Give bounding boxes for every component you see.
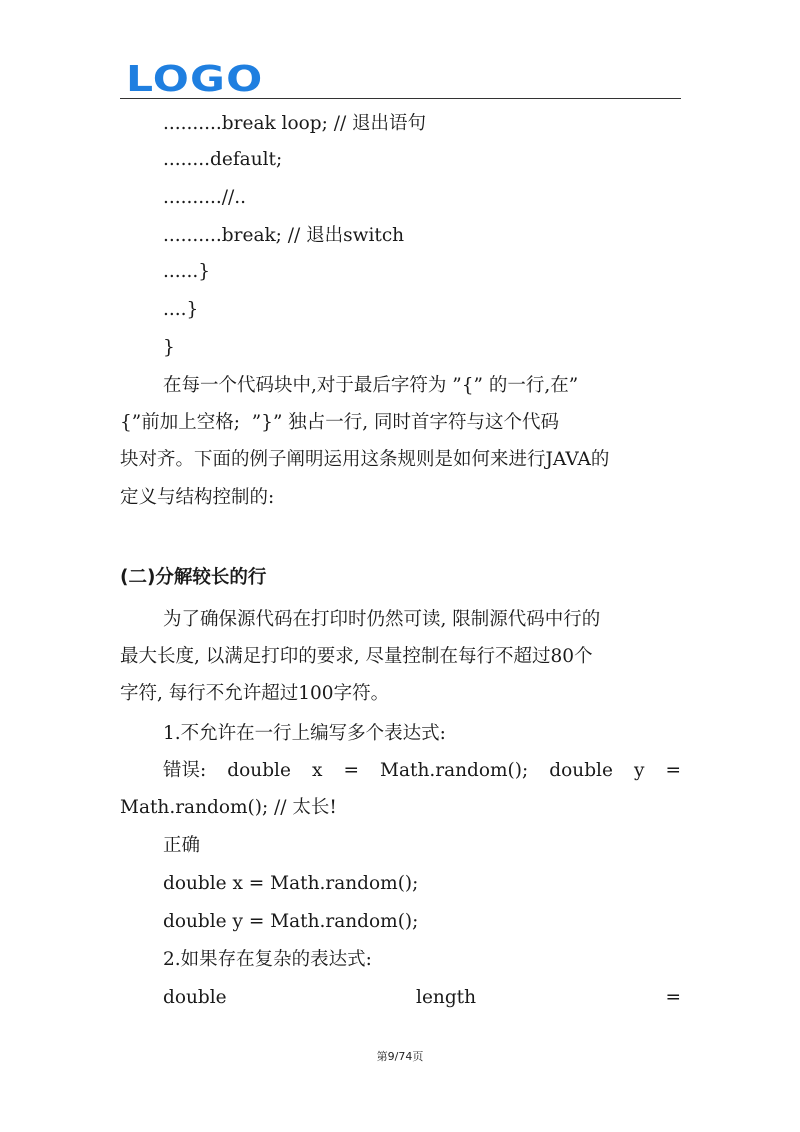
code-line: ......} [163,261,211,282]
page-number: 第9/74页 [376,1050,424,1063]
code-line: ..........break; // 退出switch [163,225,405,246]
code-line: double y = Math.random(); [163,911,419,932]
code-token: Math.random(); [380,760,529,781]
code-line: } [163,337,175,358]
code-token: = [343,760,359,781]
code-token: y [633,760,645,781]
code-token: double [227,760,291,781]
logo: LOGO [126,59,264,100]
code-line: double x = Math.random(); [163,873,419,894]
wrong-example-continuation: Math.random(); // 太长! [120,797,337,818]
code-line: ........default; [163,149,283,170]
paragraph-line: 字符, 每行不允许超过100字符。 [120,683,390,704]
code-token: = [665,760,681,781]
rule-title: 1.不允许在一行上编写多个表达式: [163,723,446,744]
section-heading: (二)分解较长的行 [120,567,267,588]
code-line: ..........break loop; // 退出语句 [163,113,427,134]
paragraph-line: 为了确保源代码在打印时仍然可读, 限制源代码中行的 [163,609,601,630]
code-line: ..........//.. [163,187,247,208]
header-divider [120,98,681,99]
paragraph-line: 最大长度, 以满足打印的要求, 尽量控制在每行不超过80个 [120,646,593,667]
rule-title: 2.如果存在复杂的表达式: [163,949,372,970]
code-line: ....} [163,299,199,320]
wrong-label: 错误: [163,760,207,781]
paragraph-line: {”前加上空格; ”}” 独占一行, 同时首字符与这个代码 [120,412,560,433]
paragraph-line: 块对齐。下面的例子阐明运用这条规则是如何来进行JAVA的 [120,449,610,470]
code-token: length [416,987,477,1008]
code-token: = [665,987,681,1008]
right-label: 正确 [163,835,201,856]
paragraph-line: 在每一个代码块中,对于最后字符为 ”{” 的一行,在” [163,375,579,396]
paragraph-line: 定义与结构控制的: [120,487,275,508]
code-token: double [163,987,227,1008]
complex-expression-line [163,986,681,1010]
wrong-example-line [120,759,681,783]
code-token: x [311,760,323,781]
code-token: double [549,760,613,781]
